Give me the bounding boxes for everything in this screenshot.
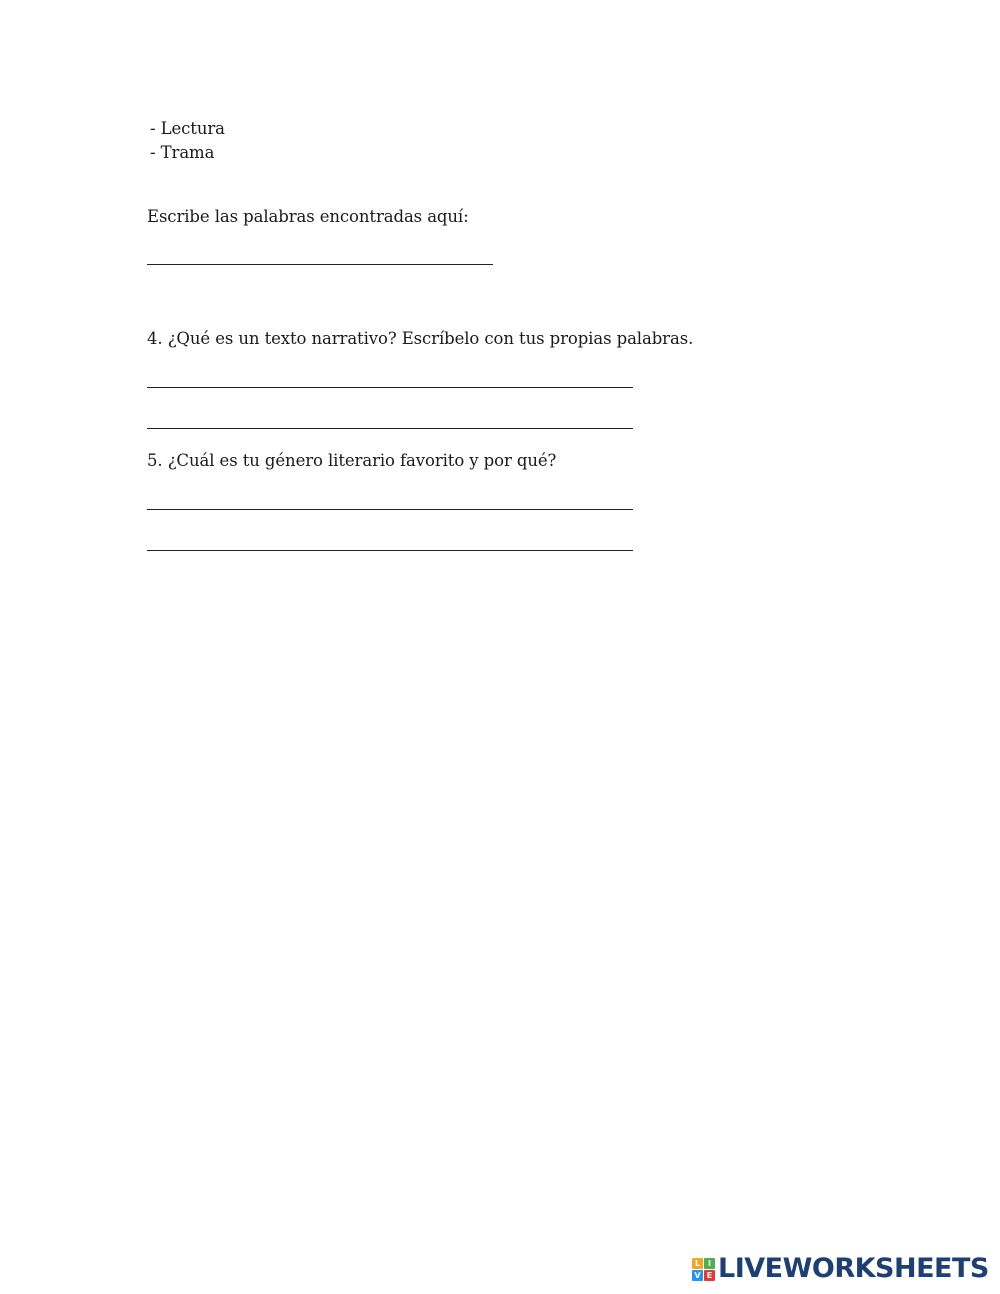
instruction-text: Escribe las palabras encontradas aquí: <box>147 207 469 226</box>
list-item-trama: - Trama <box>150 143 215 162</box>
liveworksheets-logo <box>692 1254 989 1284</box>
answer-line-q5-1[interactable] <box>147 509 633 510</box>
logo-mark-e: E <box>704 1270 715 1281</box>
list-item-lectura: - Lectura <box>150 119 225 138</box>
logo-mark-v: V <box>692 1270 703 1281</box>
answer-line-q4-1[interactable] <box>147 387 633 388</box>
answer-line-q5-2[interactable] <box>147 550 633 551</box>
answer-line-q4-2[interactable] <box>147 428 633 429</box>
logo-mark-i: I <box>704 1258 715 1269</box>
answer-line-words[interactable] <box>147 264 493 265</box>
logo-text: LIVEWORKSHEETS <box>718 1253 989 1284</box>
question-5: 5. ¿Cuál es tu género literario favorito y por qué? <box>147 451 557 470</box>
logo-mark-icon <box>692 1258 715 1281</box>
logo-mark-l: L <box>692 1258 703 1269</box>
question-4: 4. ¿Qué es un texto narrativo? Escríbelo con tus propias palabras. <box>147 329 694 348</box>
